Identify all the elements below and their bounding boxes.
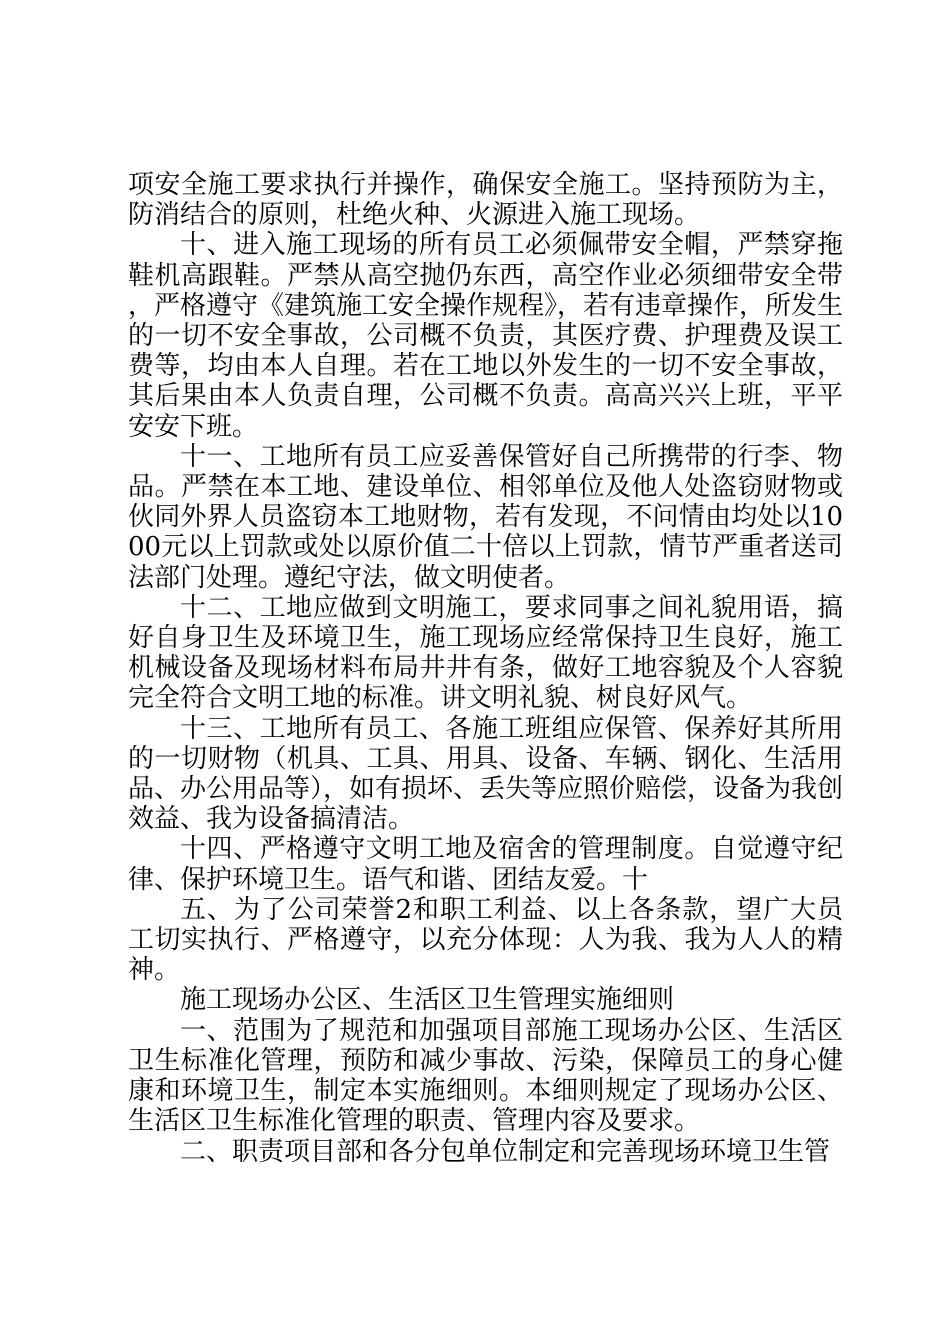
paragraph-3: 十一、工地所有员工应妥善保管好自己所携带的行李、物品。严禁在本工地、建设单位、相邻单位及他人处盗窃财物或伙同外界人员盗窃本工地财物，若有发现，不问情由均处以1000元以上罚款或处以原价值二十倍以上罚款，情节严重者送司法部门处理。遵纪守法，做文明使者。 [128, 441, 843, 593]
paragraph-6: 十四、严格遵守文明工地及宿舍的管理制度。自觉遵守纪律、保护环境卫生。语气和谐、团结友爱。十 [128, 834, 843, 895]
paragraph-7: 五、为了公司荣誉2和职工利益、以上各条款，望广大员工切实执行、严格遵守，以充分体现：人为我、我为人人的精神。 [128, 894, 843, 986]
paragraph-2: 十、进入施工现场的所有员工必须佩带安全帽，严禁穿拖鞋机高跟鞋。严禁从高空抛仍东西，高空作业必须细带安全带，严格遵守《建筑施工安全操作规程》，若有违章操作，所发生的一切不安全事故，公司概不负责，其医疗费、护理费及误工费等，均由本人自理。若在工地以外发生的一切不安全事故，其后果由本人负责自理，公司概不负责。高高兴兴上班，平平安安下班。 [128, 230, 844, 442]
paragraph-1: 项安全施工要求执行并操作，确保安全施工。坚持预防为主，防消结合的原则，杜绝火种、火源进入施工现场。 [128, 170, 843, 231]
paragraph-5: 十三、工地所有员工、各施工班组应保管、保养好其所用的一切财物（机具、工具、用具、设备、车辆、钢化、生活用品、办公用品等），如有损坏、丢失等应照价赔偿，设备为我创效益、我为设备搞清洁。 [128, 713, 844, 835]
document-page [128, 170, 843, 1167]
paragraph-4: 十二、工地应做到文明施工，要求同事之间礼貌用语，搞好自身卫生及环境卫生，施工现场应经常保持卫生良好，施工机械设备及现场材料布局井井有条，做好工地容貌及个人容貌完全符合文明工地的标准。讲文明礼貌、树良好风气。 [128, 592, 843, 714]
section-heading: 施工现场办公区、生活区卫生管理实施细则 [180, 985, 675, 1016]
paragraph-10: 二、职责项目部和各分包单位制定和完善现场环境卫生管 [180, 1136, 831, 1167]
paragraph-9: 一、范围为了规范和加强项目部施工现场办公区、生活区卫生标准化管理，预防和减少事故、污染，保障员工的身心健康和环境卫生，制定本实施细则。本细则规定了现场办公区、生活区卫生标准化管理的职责、管理内容及要求。 [128, 1015, 843, 1137]
